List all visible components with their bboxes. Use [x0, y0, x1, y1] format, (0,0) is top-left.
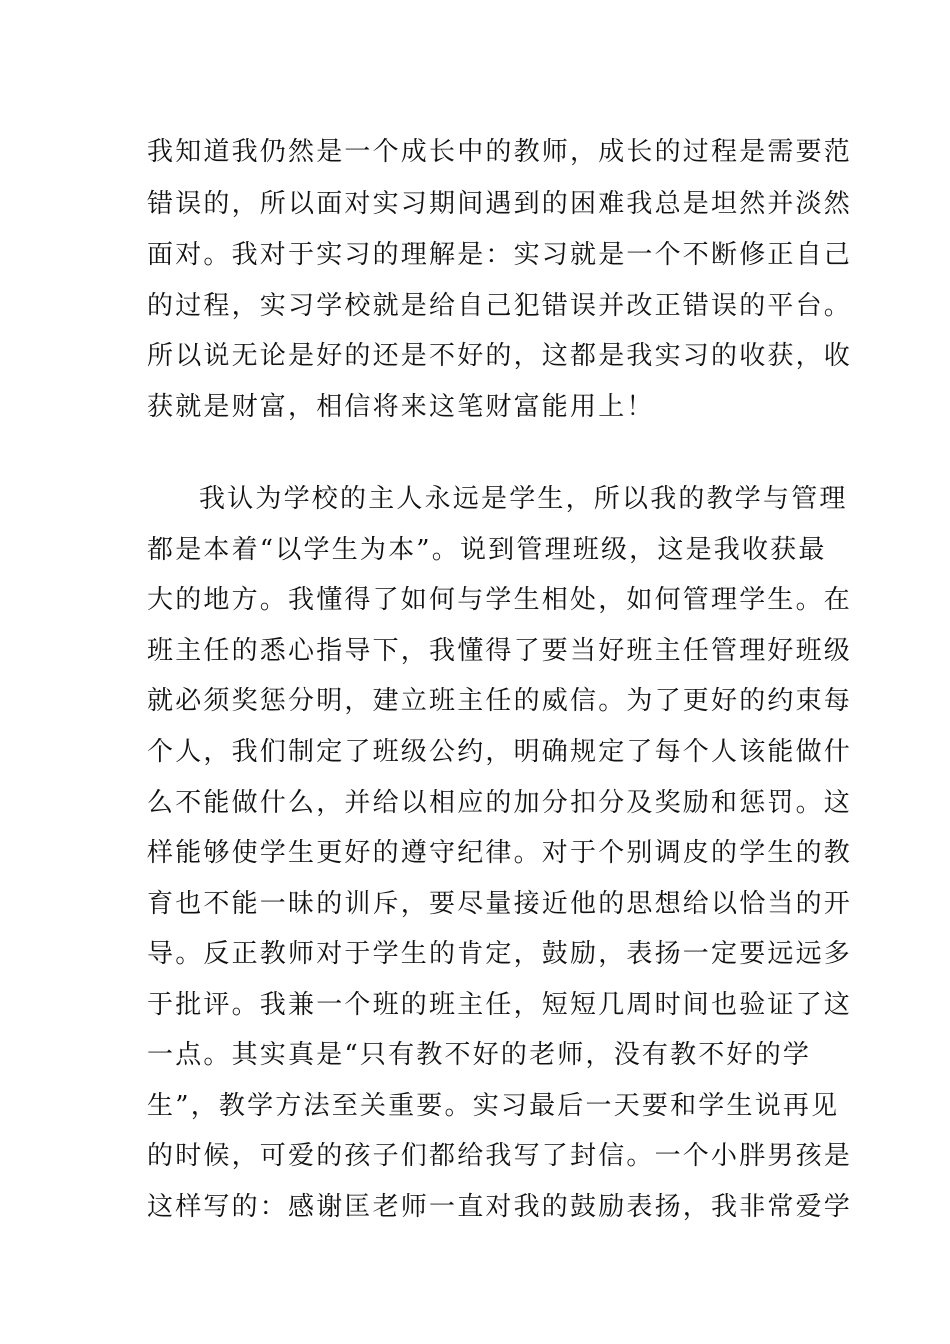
- paragraph-line: 我认为学校的主人永远是学生，所以我的教学与管理: [199, 484, 848, 514]
- paragraph-line: 生”，教学方法至关重要。实习最后一天要和学生说再见: [147, 1091, 840, 1121]
- paragraph-line: 这样写的：感谢匡老师一直对我的鼓励表扬，我非常爱学: [147, 1192, 853, 1222]
- paragraph-line: 都是本着“以学生为本”。说到管理班级，这是我收获最: [147, 535, 827, 565]
- paragraph-line: 一点。其实真是“只有教不好的老师，没有教不好的学: [147, 1040, 812, 1070]
- paragraph-line: 大的地方。我懂得了如何与学生相处，如何管理学生。在: [147, 585, 853, 615]
- paragraph-line: 于批评。我兼一个班的班主任，短短几周时间也验证了这: [147, 990, 853, 1020]
- paragraph-line: 就必须奖惩分明，建立班主任的威信。为了更好的约束每: [147, 686, 853, 716]
- paragraph-line: 育也不能一昧的训斥，要尽量接近他的思想给以恰当的开: [147, 889, 853, 919]
- paragraph-line: 班主任的悉心指导下，我懂得了要当好班主任管理好班级: [147, 636, 853, 666]
- paragraph-line: 错误的，所以面对实习期间遇到的困难我总是坦然并淡然: [147, 189, 853, 219]
- paragraph-line: 导。反正教师对于学生的肯定，鼓励，表扬一定要远远多: [147, 939, 853, 969]
- paragraph-line: 所以说无论是好的还是不好的，这都是我实习的收获，收: [147, 341, 853, 371]
- paragraph-line: 我知道我仍然是一个成长中的教师，成长的过程是需要范: [147, 137, 853, 167]
- paragraph-line: 获就是财富，相信将来这笔财富能用上！: [147, 392, 655, 422]
- paragraph-line: 的过程，实习学校就是给自己犯错误并改正错误的平台。: [147, 291, 853, 321]
- paragraph-line: 样能够使学生更好的遵守纪律。对于个别调皮的学生的教: [147, 838, 853, 868]
- paragraph-line: 个人，我们制定了班级公约，明确规定了每个人该能做什: [147, 737, 853, 767]
- paragraph-line: 的时候，可爱的孩子们都给我写了封信。一个小胖男孩是: [147, 1141, 853, 1171]
- paragraph-line: 面对。我对于实习的理解是：实习就是一个不断修正自己: [147, 240, 853, 270]
- paragraph-line: 么不能做什么，并给以相应的加分扣分及奖励和惩罚。这: [147, 788, 853, 818]
